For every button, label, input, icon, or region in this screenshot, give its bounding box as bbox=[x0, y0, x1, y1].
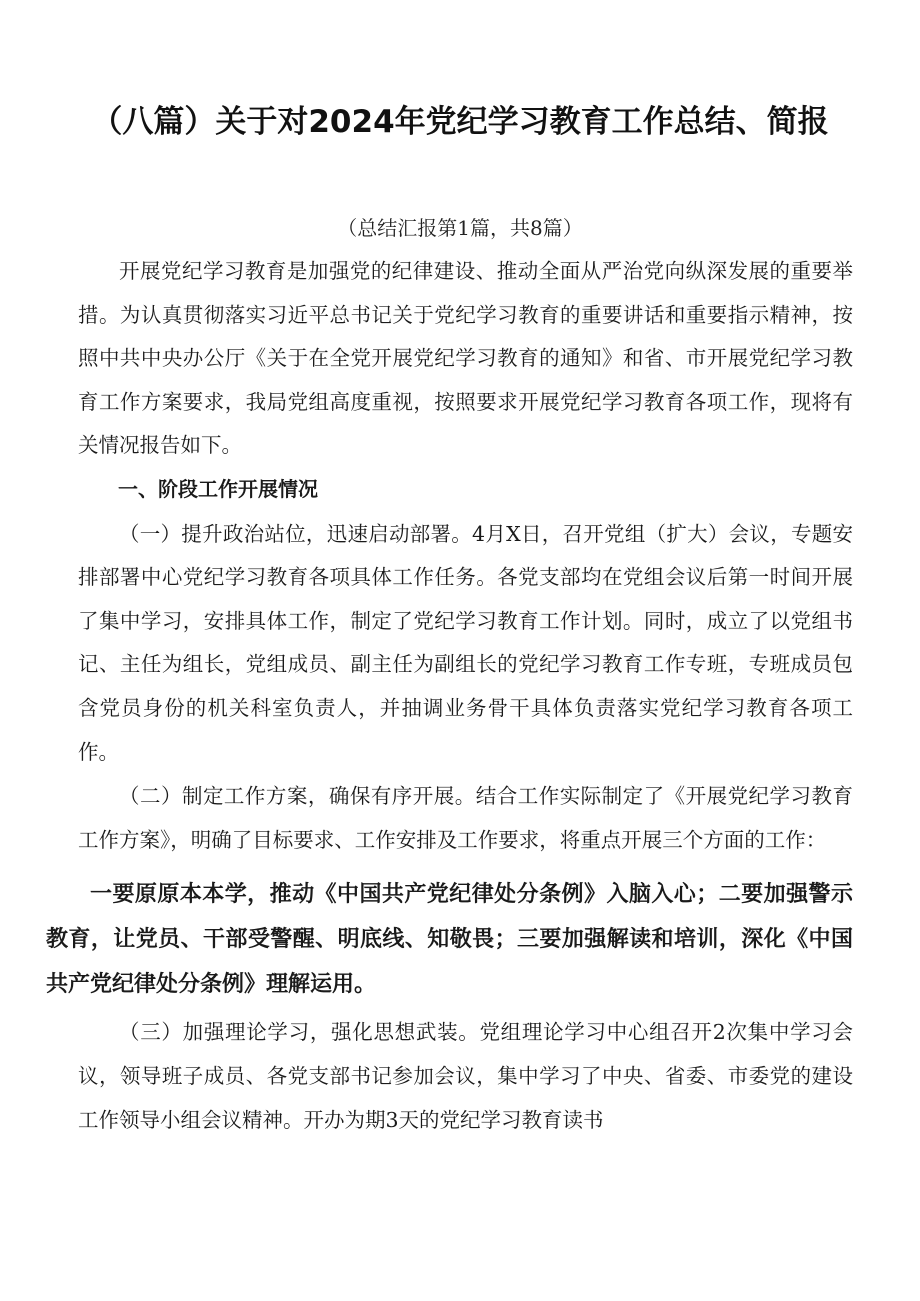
emphasis-paragraph: 一要原原本本学，推动《中国共产党纪律处分条例》入脑入心；二要加强警示教育，让党员、干部受警醒、明底线、知敬畏；三要加强解读和培训，深化《中国共产党纪律处分条例》理解运用。 bbox=[46, 882, 853, 998]
document-subtitle: （总结汇报第1篇，共8篇） bbox=[337, 216, 583, 240]
section-heading: 一、阶段工作开展情况 bbox=[118, 476, 318, 501]
subsection-paragraph-1: （一）提升政治站位，迅速启动部署。4月X日，召开党组（扩大）会议，专题安排部署中心党纪学习教育各项具体工作任务。各党支部均在党组会议后第一时间开展了集中学习，安排具体工作，制定了党纪学习教育工作计划。同时，成立了以党组书记、主任为组长，党组成员、副主任为副组长的党纪学习教育工作专班，专班成员包含党员身份的机关科室负责人，并抽调业务骨干具体负责落实党纪学习教育各项工作。 bbox=[78, 521, 853, 764]
document-title: （八篇）关于对2024年党纪学习教育工作总结、简报 bbox=[91, 104, 829, 140]
document-body bbox=[46, 250, 853, 1142]
intro-paragraph: 开展党纪学习教育是加强党的纪律建设、推动全面从严治党向纵深发展的重要举措。为认真贯彻落实习近平总书记关于党纪学习教育的重要讲话和重要指示精神，按照中共中央办公厅《关于在全党开展党纪学习教育的通知》和省、市开展党纪学习教育工作方案要求，我局党组高度重视，按照要求开展党纪学习教育各项工作，现将有关情况报告如下。 bbox=[78, 259, 853, 458]
subsection-paragraph-2: （二）制定工作方案，确保有序开展。结合工作实际制定了《开展党纪学习教育工作方案》，明确了目标要求、工作安排及工作要求，将重点开展三个方面的工作： bbox=[78, 784, 853, 852]
subsection-paragraph-3: （三）加强理论学习，强化思想武装。党组理论学习中心组召开2次集中学习会议，领导班子成员、各党支部书记参加会议，集中学习了中央、省委、市委党的建设工作领导小组会议精神。开办为期3天的党纪学习教育读书 bbox=[78, 1020, 853, 1132]
